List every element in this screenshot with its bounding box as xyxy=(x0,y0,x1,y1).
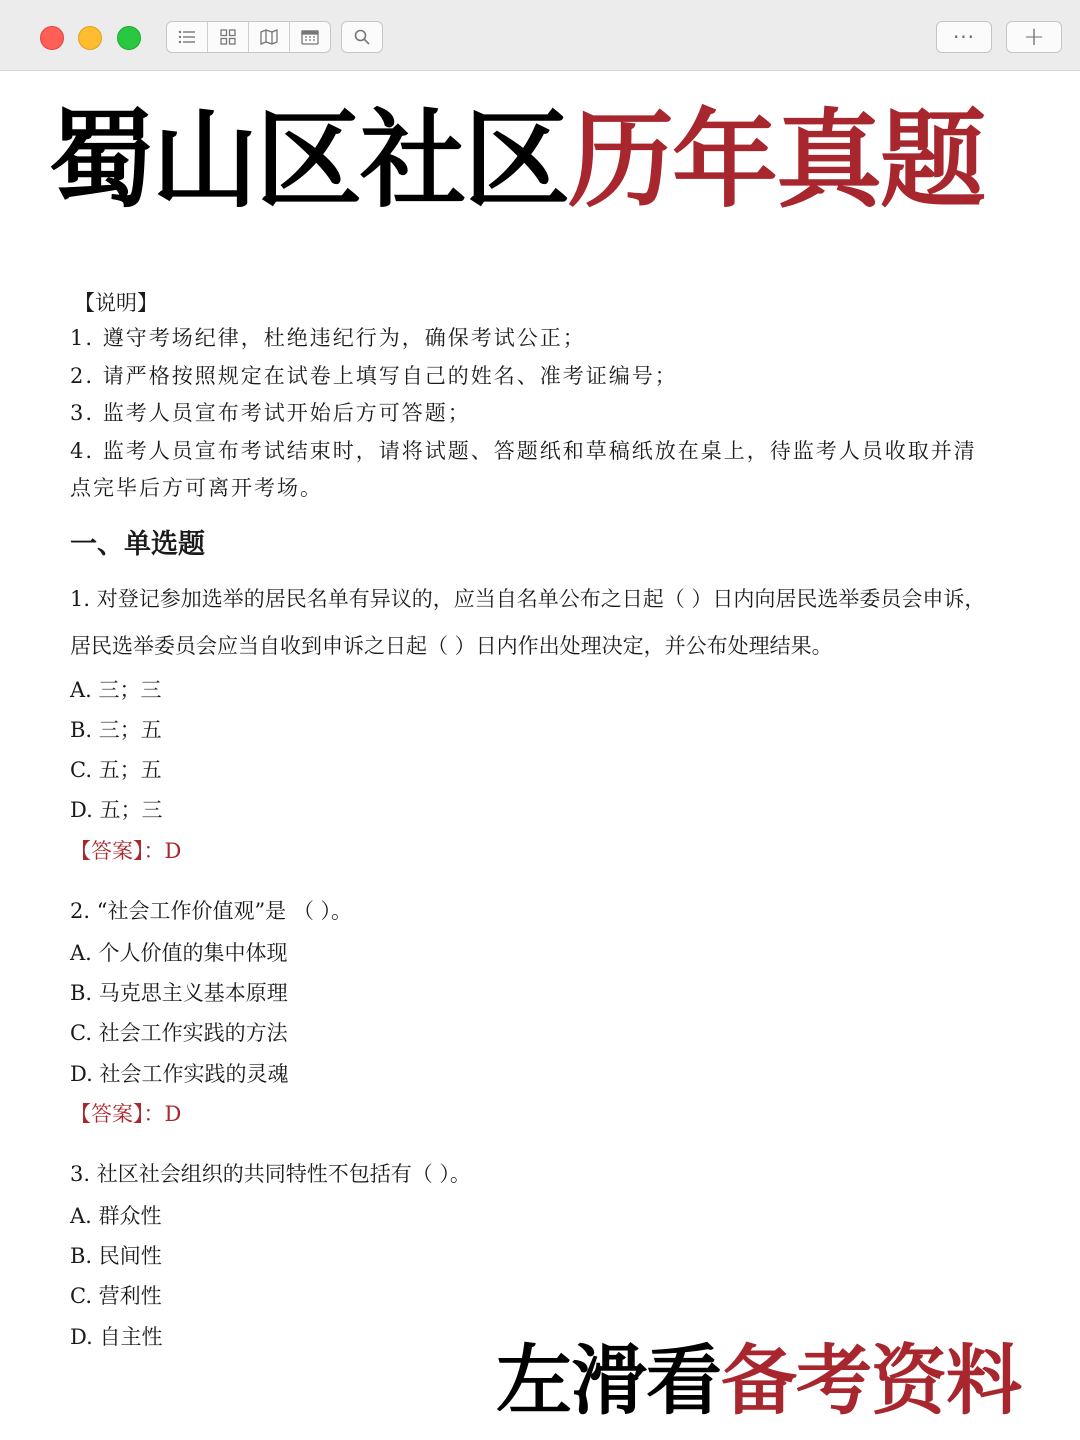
answer-option: D. 社会工作实践的灵魂 xyxy=(70,1061,289,1086)
map-view-icon[interactable] xyxy=(249,22,290,52)
answer-label: 【答案】： xyxy=(70,838,165,863)
note-item: 1. 遵守考场纪律，杜绝违纪行为，确保考试公正； xyxy=(70,326,586,350)
answer-option: B. 民间性 xyxy=(70,1244,162,1269)
exam-document xyxy=(70,286,990,1357)
answer-option: D. 自主性 xyxy=(70,1324,163,1349)
answer-option: A. 群众性 xyxy=(70,1203,162,1228)
answer-option: C. 五；五 xyxy=(70,758,162,783)
answer-key xyxy=(70,1094,990,1134)
note-item: 2. 请严格按照规定在试卷上填写自己的姓名、准考证编号； xyxy=(70,363,678,388)
answer-option: B. 三；五 xyxy=(70,717,162,742)
question-stem: 2. “社会工作价值观”是 （ ）。 xyxy=(70,898,353,923)
answer-option: C. 营利性 xyxy=(70,1284,162,1309)
page-headline xyxy=(48,96,1048,226)
question-stem: 1. 对登记参加选举的居民名单有异议的，应当自名单公布之日起（ ）日内向居民选举委员会申诉，居民选举委员会应当自收到申诉之日起（ ）日内作出处理决定，并公布处理结果。 xyxy=(70,586,986,658)
add-button[interactable]: + xyxy=(1006,21,1062,53)
view-switcher xyxy=(166,21,331,53)
answer-option: A. 个人价值的集中体现 xyxy=(70,940,288,965)
answer-option: A. 三；三 xyxy=(70,677,162,702)
list-view-icon[interactable] xyxy=(167,22,208,52)
note-item: 4. 监考人员宣布考试结束时，请将试题、答题纸和草稿纸放在桌上，待监考人员收取并清点完毕后方可离开考场。 xyxy=(70,438,977,500)
answer-option: D. 五；三 xyxy=(70,798,163,823)
window-toolbar xyxy=(0,0,1080,71)
more-options-button[interactable]: ··· xyxy=(936,21,992,53)
answer-value: D xyxy=(164,838,182,863)
banner-materials-text: 备考资料 xyxy=(721,1336,1021,1425)
search-button[interactable] xyxy=(341,21,383,53)
headline-district-text: 蜀山区社区 xyxy=(48,99,568,222)
headline-past-exams-text: 历年真题 xyxy=(568,99,984,222)
section-heading: 一、单选题 xyxy=(70,528,205,560)
swipe-banner xyxy=(496,1336,1021,1426)
note-item: 3. 监考人员宣布考试开始后方可答题； xyxy=(70,401,471,425)
answer-value: D xyxy=(164,1101,182,1126)
answer-key xyxy=(70,831,990,871)
answer-option: B. 马克思主义基本原理 xyxy=(70,980,288,1005)
answer-label: 【答案】： xyxy=(70,1101,165,1126)
calendar-view-icon[interactable] xyxy=(290,22,330,52)
grid-view-icon[interactable] xyxy=(208,22,249,52)
notes-title: 【说明】 xyxy=(74,291,158,315)
banner-swipe-text: 左滑看 xyxy=(496,1336,721,1425)
question-stem: 3. 社区社会组织的共同特性不包括有（ ）。 xyxy=(70,1161,471,1186)
search-icon xyxy=(354,29,370,45)
zoom-window-button[interactable] xyxy=(117,26,141,50)
minimize-window-button[interactable] xyxy=(78,26,102,50)
close-window-button[interactable] xyxy=(40,26,64,50)
answer-option: C. 社会工作实践的方法 xyxy=(70,1021,288,1046)
